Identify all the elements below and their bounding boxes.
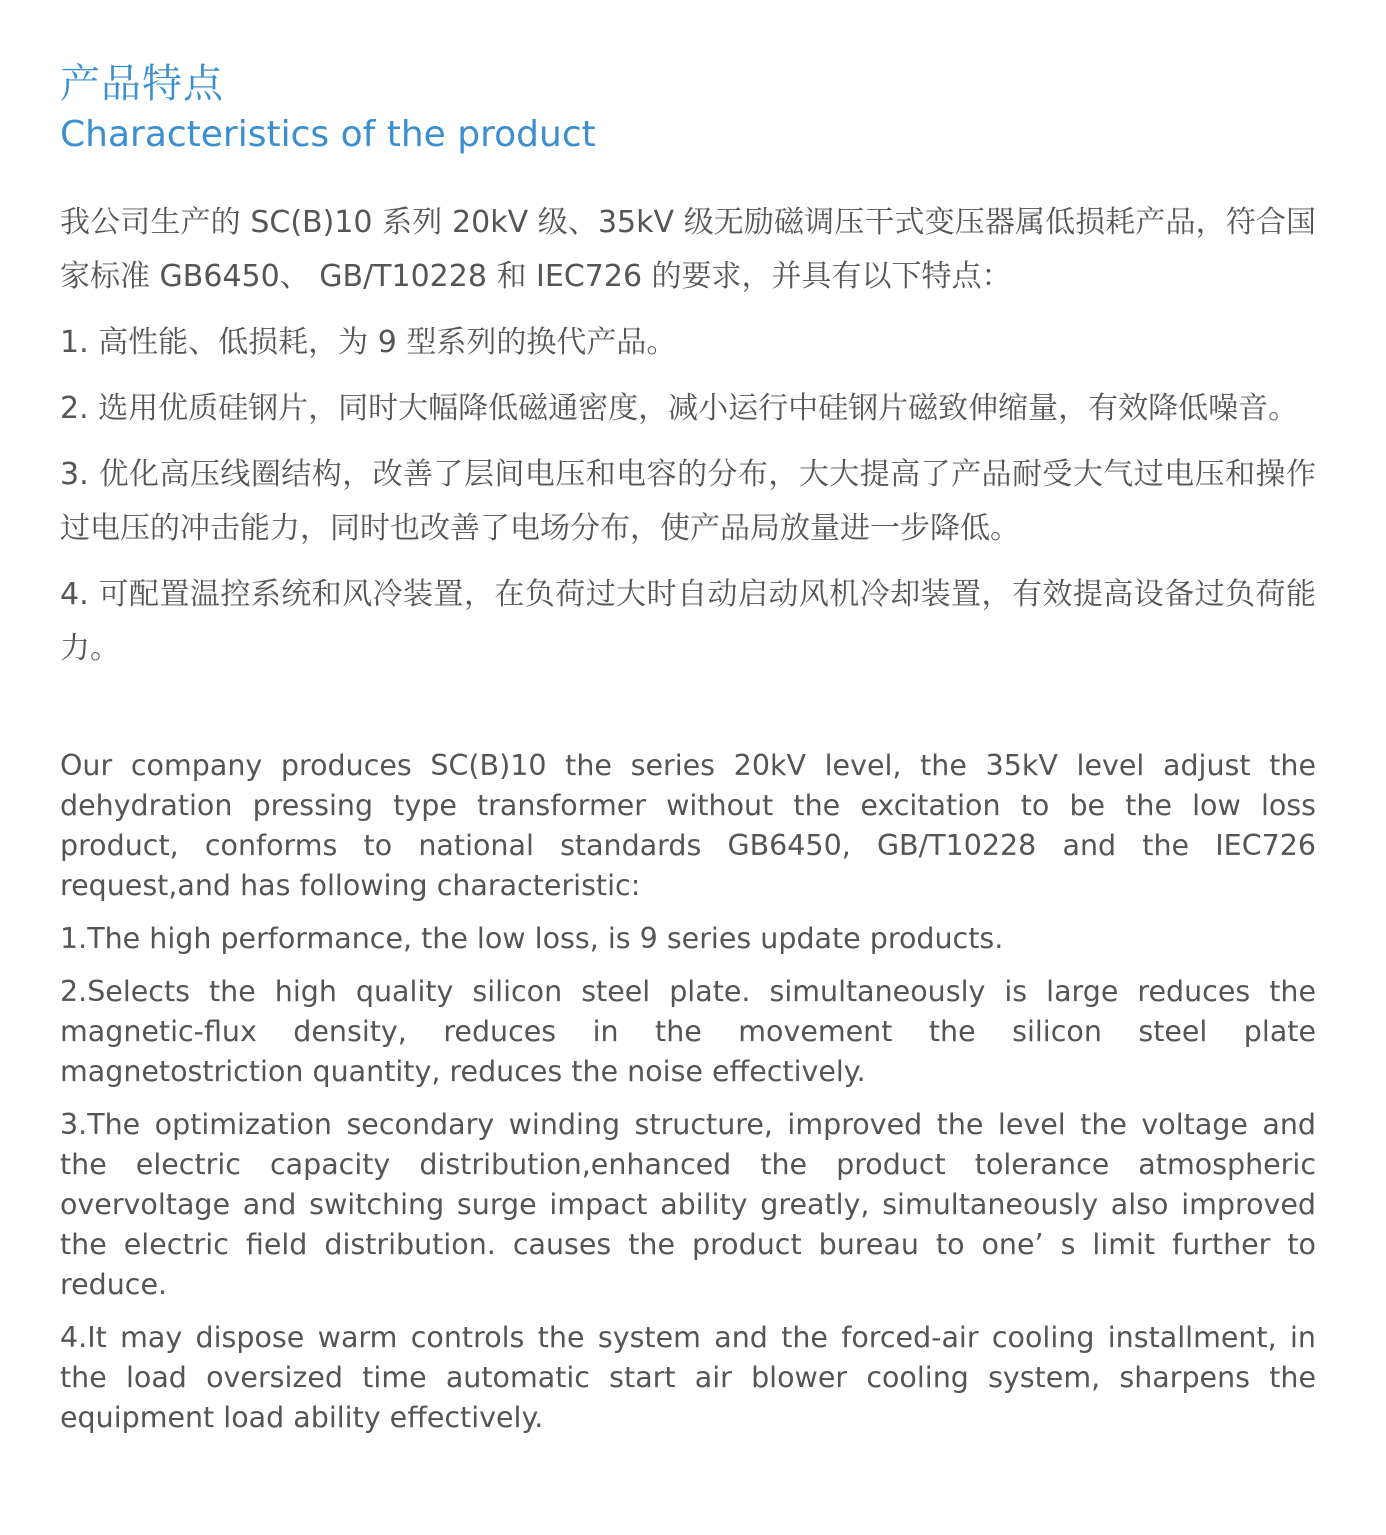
chinese-feature-item: 1. 高性能、低损耗，为 9 型系列的换代产品。 xyxy=(60,325,677,360)
english-feature-item: 4.It may dispose warm controls the system and the forced-air cooling installment, in the load oversized time automatic start air blower cooling system, sharpens the equipment load ability effectively. xyxy=(60,1321,1316,1434)
chinese-feature-item: 2. 选用优质硅钢片，同时大幅降低磁通密度，减小运行中硅钢片磁致伸缩量，有效降低噪音。 xyxy=(60,391,1299,426)
chinese-intro-paragraph: 我公司生产的 SC(B)10 系列 20kV 级、35kV 级无励磁调压干式变压器属低损耗产品，符合国家标准 GB6450、 GB/T10228 和 IEC726 的要求，并具有以下特点： xyxy=(60,205,1316,294)
english-feature-item: 1.The high performance, the low loss, is 9 series update products. xyxy=(60,922,1004,955)
page-title-chinese: 产品特点 xyxy=(60,61,224,107)
chinese-feature-item: 4. 可配置温控系统和风冷装置，在负荷过大时自动启动风机冷却装置，有效提高设备过负荷能力。 xyxy=(60,577,1316,666)
english-feature-item: 2.Selects the high quality silicon steel plate. simultaneously is large reduces the magnetic-flux density, reduces in the movement the silicon steel plate magnetostriction quantity, reduces the noise effectively. xyxy=(60,975,1316,1088)
product-characteristics-section xyxy=(60,58,1316,1451)
chinese-description xyxy=(60,196,1316,676)
english-intro-paragraph: Our company produces SC(B)10 the series 20kV level, the 35kV level adjust the dehydration pressing type transformer without the excitation to be the low loss product, conforms to national standards GB6450, GB/T10228 and the IEC726 request,and has following characteristic: xyxy=(60,749,1316,902)
page-title-english: Characteristics of the product xyxy=(60,114,596,155)
chinese-feature-item: 3. 优化高压线圈结构，改善了层间电压和电容的分布，大大提高了产品耐受大气过电压和操作过电压的冲击能力，同时也改善了电场分布，使产品局放量进一步降低。 xyxy=(60,457,1316,546)
english-feature-item: 3.The optimization secondary winding structure, improved the level the voltage and the electric capacity distribution,enhanced the product tolerance atmospheric overvoltage and switching surge impact ability greatly, simultaneously also improved the electric field distribution. causes the product bureau to one’ s limit further to reduce. xyxy=(60,1108,1316,1301)
english-description xyxy=(60,746,1316,1438)
